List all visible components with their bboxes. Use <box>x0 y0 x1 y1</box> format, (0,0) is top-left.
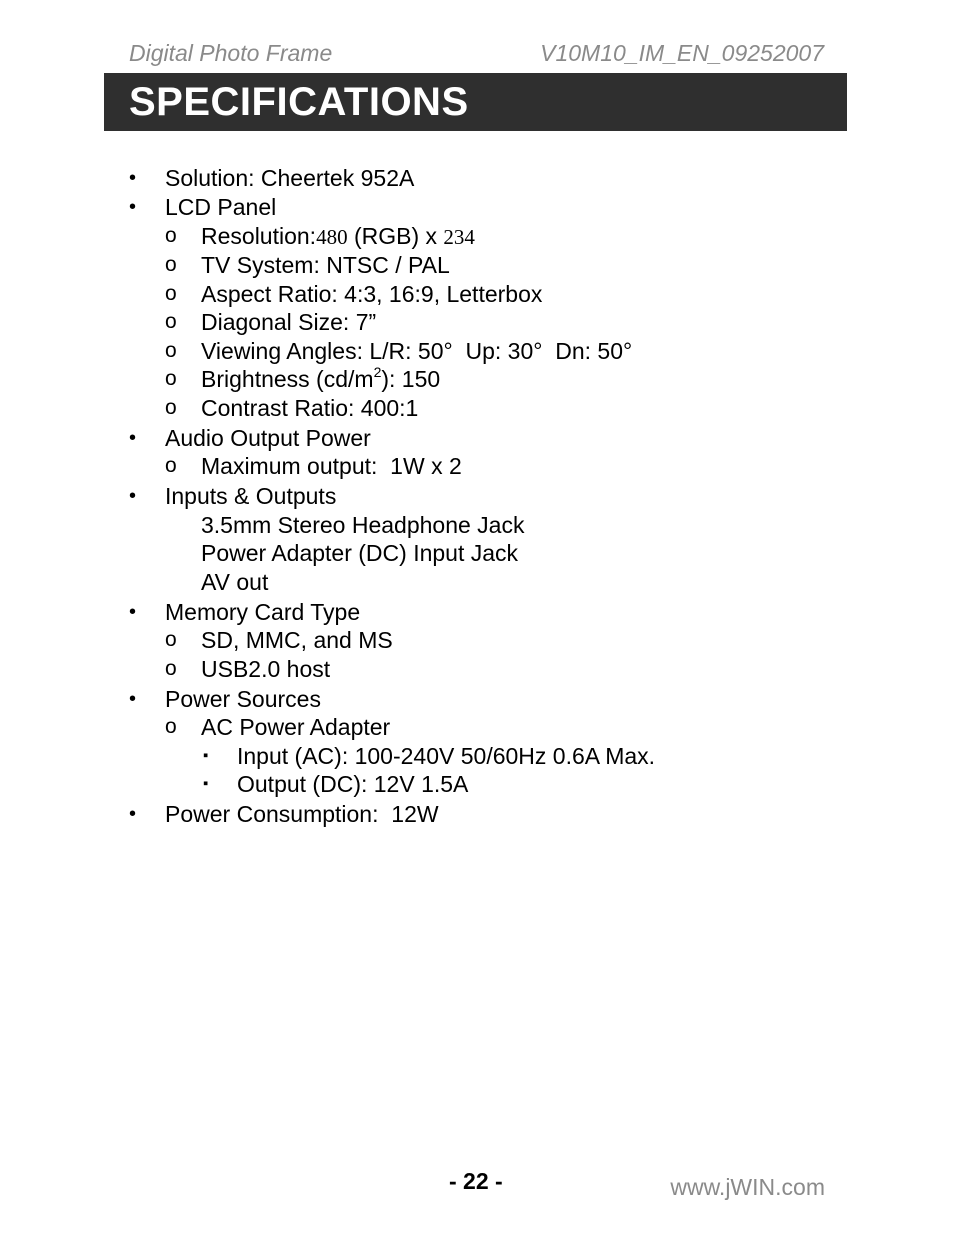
website-url: www.jWIN.com <box>670 1174 825 1200</box>
spec-inputs-outputs <box>0 482 954 511</box>
section-title-bar <box>104 73 847 131</box>
spec-power-consumption <box>0 800 954 829</box>
spec-ac-adapter-text: AC Power Adapter <box>201 714 391 741</box>
sub-marker: o <box>165 367 177 391</box>
spec-memory-item <box>0 655 954 684</box>
spec-memory-item-text: SD, MMC, and MS <box>201 627 393 654</box>
sub-marker: o <box>165 628 177 652</box>
spec-max-output <box>0 452 954 481</box>
spec-brightness-text <box>201 365 440 393</box>
bullet-marker: • <box>129 687 137 710</box>
spec-ac-input-text: Input (AC): 100-240V 50/60Hz 0.6A Max. <box>237 742 656 769</box>
sub-marker: o <box>165 395 177 419</box>
resolution-height: 234 <box>443 225 475 250</box>
section-title: SPECIFICATIONS <box>129 80 469 124</box>
bullet-marker: • <box>129 167 137 189</box>
spec-lcd-panel <box>0 193 954 222</box>
sub-marker: o <box>165 281 177 305</box>
spec-tv-system <box>0 251 954 280</box>
spec-diagonal-size-text: Diagonal Size: 7” <box>201 309 377 336</box>
square-marker: ▪ <box>203 775 209 793</box>
bullet-marker: • <box>129 600 137 623</box>
spec-audio-output <box>0 424 954 453</box>
brightness-superscript: 2 <box>373 363 382 380</box>
bullet-marker: • <box>129 485 137 508</box>
sub-marker: o <box>165 224 177 248</box>
document-code: V10M10_IM_EN_09252007 <box>540 40 824 66</box>
bullet-marker: • <box>129 803 137 826</box>
brightness-prefix: Brightness (cd/m <box>201 366 374 393</box>
spec-aspect-ratio <box>0 280 954 309</box>
page-number: - 22 - <box>449 1168 503 1194</box>
spec-max-output-text: Maximum output: 1W x 2 <box>201 453 462 480</box>
spec-diagonal-size <box>0 308 954 337</box>
spec-viewing-angles-text: Viewing Angles: L/R: 50° Up: 30° Dn: 50° <box>201 337 633 364</box>
spec-io-item-text: AV out <box>201 568 269 595</box>
spec-power-sources <box>0 685 954 714</box>
spec-inputs-outputs-label: Inputs & Outputs <box>165 483 337 510</box>
spec-power-sources-label: Power Sources <box>165 685 321 712</box>
spec-tv-system-text: TV System: NTSC / PAL <box>201 251 450 278</box>
spec-audio-output-label: Audio Output Power <box>165 424 371 451</box>
resolution-mid: (RGB) x <box>347 223 444 250</box>
spec-contrast-ratio <box>0 394 954 423</box>
square-marker: ▪ <box>203 746 209 764</box>
bullet-marker: • <box>129 426 137 449</box>
spec-ac-adapter <box>0 713 954 742</box>
spec-memory-item-text: USB2.0 host <box>201 655 331 682</box>
spec-memory-card <box>0 598 954 627</box>
spec-memory-card-label: Memory Card Type <box>165 598 361 625</box>
spec-dc-output <box>0 770 954 799</box>
spec-io-item-text: 3.5mm Stereo Headphone Jack <box>201 511 525 538</box>
spec-io-item-text: Power Adapter (DC) Input Jack <box>201 540 519 567</box>
resolution-prefix: Resolution: <box>201 223 317 250</box>
sub-marker: o <box>165 338 177 362</box>
sub-marker: o <box>165 715 177 739</box>
spec-solution <box>0 164 954 193</box>
spec-lcd-panel-label: LCD Panel <box>165 193 277 220</box>
spec-resolution <box>0 222 954 251</box>
resolution-width: 480 <box>316 225 348 250</box>
spec-contrast-ratio-text: Contrast Ratio: 400:1 <box>201 394 419 421</box>
specifications-list <box>0 164 954 829</box>
bullet-marker: • <box>129 195 137 218</box>
sub-marker: o <box>165 656 177 680</box>
spec-resolution-text <box>201 222 475 251</box>
sub-marker: o <box>165 252 177 276</box>
sub-marker: o <box>165 454 177 478</box>
spec-memory-item <box>0 626 954 655</box>
brightness-suffix: ): 150 <box>381 366 441 393</box>
document-title: Digital Photo Frame <box>129 40 333 66</box>
spec-dc-output-text: Output (DC): 12V 1.5A <box>237 771 469 798</box>
spec-brightness <box>0 365 954 394</box>
sub-marker: o <box>165 310 177 334</box>
spec-io-item <box>0 511 954 540</box>
spec-io-item <box>0 568 954 597</box>
spec-ac-input <box>0 742 954 771</box>
spec-io-item <box>0 539 954 568</box>
spec-power-consumption-text: Power Consumption: 12W <box>165 801 439 828</box>
spec-solution-text: Solution: Cheertek 952A <box>165 165 415 191</box>
spec-aspect-ratio-text: Aspect Ratio: 4:3, 16:9, Letterbox <box>201 280 543 307</box>
spec-viewing-angles <box>0 337 954 366</box>
